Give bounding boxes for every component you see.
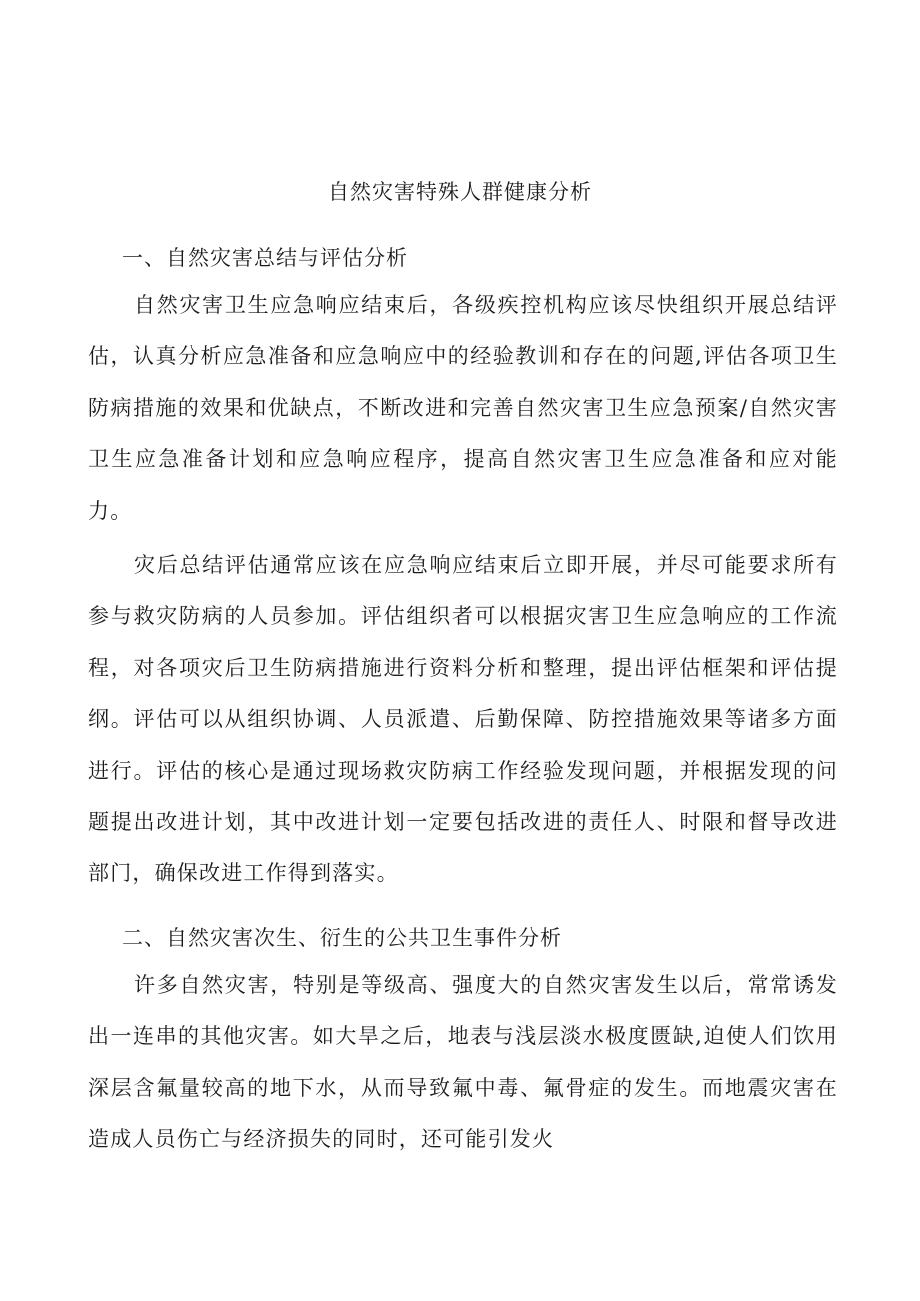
section-heading-2: 二、自然灾害次生、衍生的公共卫生事件分析 [122,926,562,950]
paragraph: 许多自然灾害，特别是等级高、强度大的自然灾害发生以后，常常诱发出一连串的其他灾害。如大旱之后，地表与浅层淡水极度匮缺,迫使人们饮用深层含氟量较高的地下水，从而导致氟中毒、氟骨症的发生。而地震灾害在造成人员伤亡与经济损失的同时，还可能引发火 [88,973,838,1152]
document-title: 自然灾害特殊人群健康分析 [328,180,592,204]
paragraph: 灾后总结评估通常应该在应急响应结束后立即开展，并尽可能要求所有参与救灾防病的人员参加。评估组织者可以根据灾害卫生应急响应的工作流程，对各项灾后卫生防病措施进行资料分析和整理，提出评估框架和评估提纲。评估可以从组织协调、人员派遣、后勤保障、防控措施效果等诸多方面进行。评估的核心是通过现场救灾防病工作经验发现问题，并根据发现的问题提出改进计划，其中改进计划一定要包括改进的责任人、时限和督导改进部门，确保改进工作得到落实。 [88,553,838,886]
paragraph: 自然灾害卫生应急响应结束后，各级疾控机构应该尽快组织开展总结评估，认真分析应急准备和应急响应中的经验教训和存在的问题,评估各项卫生防病措施的效果和优缺点，不断改进和完善自然灾害卫生应急预案/自然灾害卫生应急准备计划和应急响应程序，提高自然灾害卫生应急准备和应对能力。 [88,293,838,523]
section-heading-1: 一、自然灾害总结与评估分析 [122,246,408,270]
